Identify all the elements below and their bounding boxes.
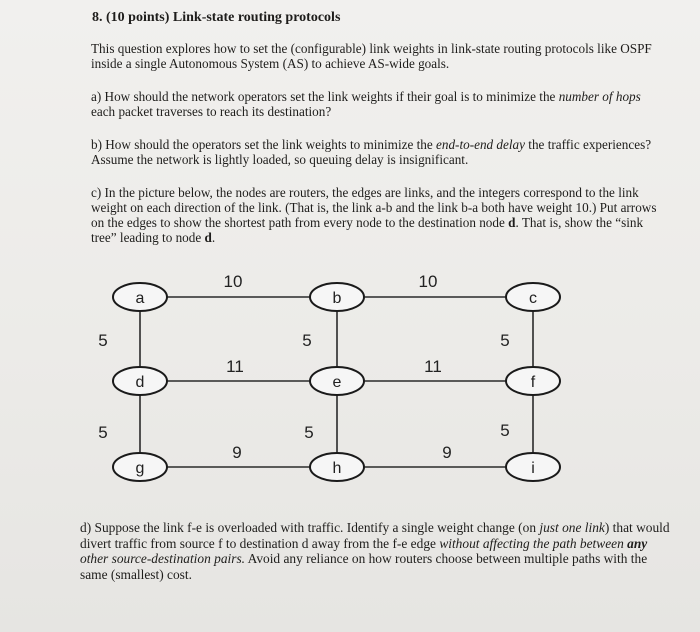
- node-a-label: a: [135, 290, 145, 307]
- part-b-suffix: the traffic experiences? Assume the network is lightly loaded, so queuing delay is insignificant.: [91, 137, 652, 167]
- part-c-paragraph: [91, 185, 666, 245]
- part-d-text: d) Suppose the link f-e is overloaded with traffic. Identify a single weight change (on: [80, 520, 540, 535]
- part-d-emphasis-1: just one link: [539, 520, 605, 535]
- part-d-suffix: Avoid any reliance on how routers choose between multiple paths with the same (smallest) cost.: [80, 551, 648, 582]
- part-c-middle: . That is, show the “sink tree” leading to node: [91, 215, 644, 245]
- part-d-emphasis-2: without affecting the path between: [439, 535, 628, 551]
- node-g-label: g: [135, 460, 145, 477]
- part-a-paragraph: [91, 89, 666, 119]
- network-graph: [85, 268, 585, 498]
- part-c-node-d-1: d: [508, 215, 516, 230]
- part-c-text: c) In the picture below, the nodes are routers, the edges are links, and the integers correspond to the link weight on each direction of the link. (That is, the link a-b and the link b-a both have weight 10.) Put arrows on the edges to show the shortest path from every node to the destination node: [91, 185, 657, 230]
- weight-c-f: 5: [500, 331, 510, 350]
- part-c-node-d-2: d: [204, 230, 212, 245]
- part-d-mid: ) that would divert traffic from source f to destination d away from the f-e edge: [80, 520, 670, 551]
- question-heading: 8. (10 points) Link-state routing protocols: [92, 10, 341, 25]
- intro-paragraph: This question explores how to set the (configurable) link weights in link-state routing protocols like OSPF inside a single Autonomous System (AS) to achieve AS-wide goals.: [91, 41, 652, 71]
- node-i-label: i: [531, 460, 535, 477]
- weight-d-e: 11: [226, 357, 244, 376]
- part-b-emphasis: end-to-end delay: [436, 137, 525, 152]
- part-c-end: .: [211, 230, 216, 245]
- part-d-paragraph: [80, 520, 670, 582]
- weight-b-c: 10: [418, 272, 438, 291]
- weight-g-h: 9: [232, 443, 242, 462]
- weight-h-i: 9: [442, 443, 452, 462]
- weight-d-g: 5: [98, 423, 108, 442]
- weight-b-e: 5: [302, 331, 312, 350]
- node-f-label: f: [530, 374, 536, 391]
- part-b-paragraph: [91, 137, 666, 167]
- part-a-text: a) How should the network operators set the link weights if their goal is to minimize the: [91, 89, 559, 104]
- weight-f-i: 5: [500, 421, 510, 440]
- node-d-label: d: [135, 374, 145, 391]
- part-d-emphasis-any: any: [627, 535, 648, 551]
- node-h-label: h: [332, 460, 342, 477]
- weight-a-d: 5: [98, 331, 108, 350]
- part-b-text: b) How should the operators set the link weights to minimize the: [91, 137, 437, 152]
- weight-e-f: 11: [424, 357, 442, 376]
- part-d-emphasis-3: other source-destination pairs.: [80, 551, 246, 566]
- node-e-label: e: [332, 374, 342, 391]
- node-b-label: b: [332, 290, 342, 307]
- node-c-label: c: [529, 290, 537, 307]
- weight-a-b: 10: [223, 272, 243, 291]
- part-a-suffix: each packet traverses to reach its destination?: [91, 104, 332, 119]
- part-a-emphasis: number of hops: [558, 89, 641, 104]
- weight-e-h: 5: [304, 423, 314, 442]
